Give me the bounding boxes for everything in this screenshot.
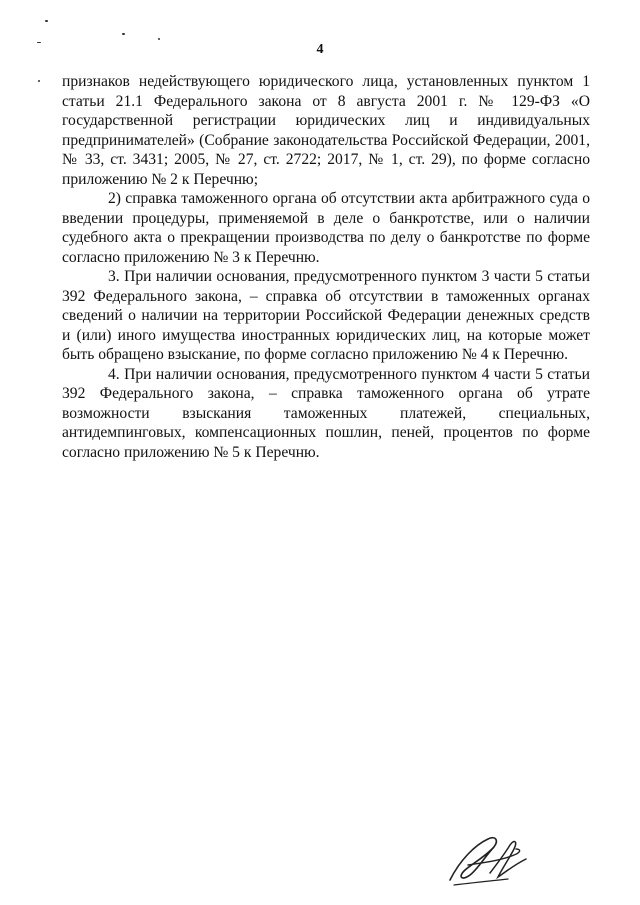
- document-body: [62, 72, 590, 462]
- scan-speck: [158, 38, 160, 40]
- paragraph-item-2: 2) справка таможенного органа об отсутствии акта арбитражного суда о введении процедуры, применяемой в деле о банкротстве, или о наличии судебного акта о прекращении производства по делу о банкротстве по форме согласно приложению № 3 к Перечню.: [62, 190, 590, 266]
- scan-speck: [38, 80, 40, 82]
- paragraph-continuation: признаков недействующего юридического лица, установленных пунктом 1 статьи 21.1 Федерального закона от 8 августа 2001 г. № 129-ФЗ «О государственной регистрации юридических лиц и индивидуальных предпринимателей» (Собрание законодательства Российской Федерации, 2001, № 33, ст. 3431; 2005, № 27, ст. 2722; 2017, № 1, ст. 29), по форме согласно приложению № 2 к Перечню;: [62, 73, 590, 188]
- scan-speck: [122, 33, 125, 35]
- scan-speck: [45, 20, 48, 22]
- page-number: 4: [316, 42, 324, 57]
- paragraph-item-3: 3. При наличии основания, предусмотренного пунктом 3 части 5 статьи 392 Федерального закона, – справка об отсутствии в таможенных органах сведений о наличии на территории Российской Федерации денежных средств и (или) иного имущества иностранных юридических лиц, на которые может быть обращено взыскание, по форме согласно приложению № 4 к Перечню.: [62, 268, 590, 363]
- paragraph-item-4: 4. При наличии основания, предусмотренного пунктом 4 части 5 статьи 392 Федерального закона, – справка таможенного органа об утрате возможности взыскания таможенных платежей, специальных, антидемпинговых, компенсационных пошлин, пеней, процентов по форме согласно приложению № 5 к Перечню.: [62, 365, 590, 461]
- handwritten-signature: [430, 825, 540, 895]
